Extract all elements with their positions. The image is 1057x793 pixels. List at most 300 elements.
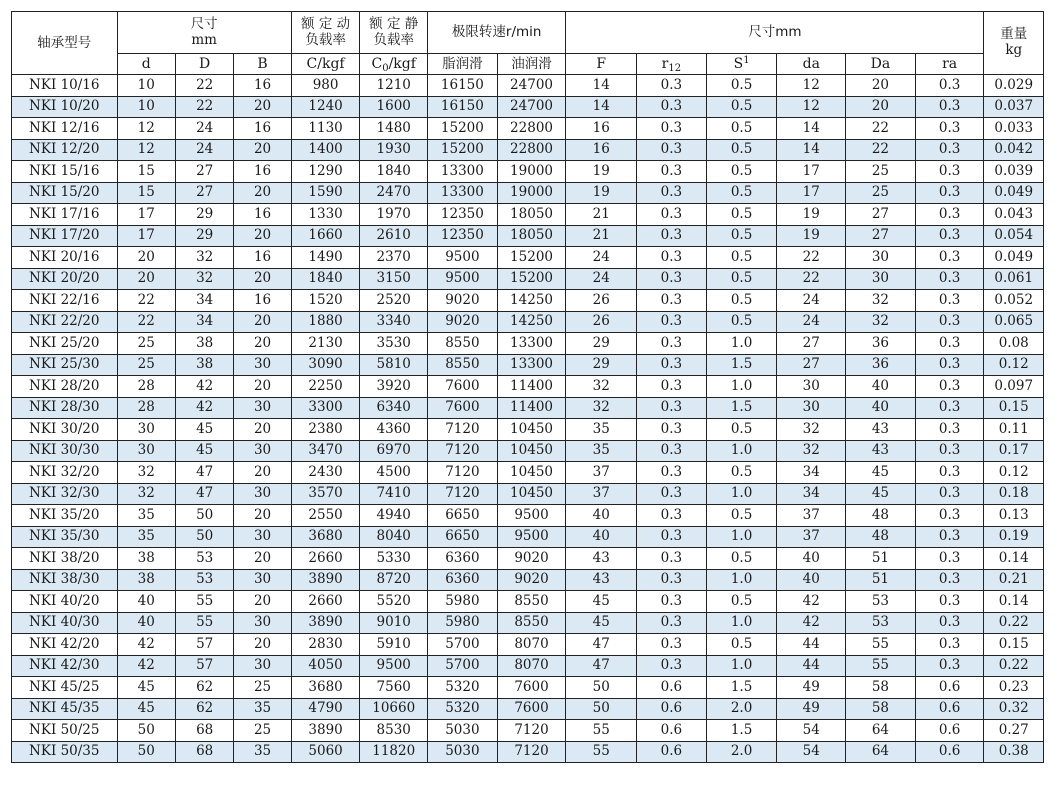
- cell-speed-grease: 9020: [428, 311, 498, 333]
- table-row: [12, 139, 1044, 161]
- table-row: [12, 655, 1044, 677]
- cell-s1: 1.0: [706, 612, 777, 634]
- cell-weight: 0.061: [984, 268, 1044, 290]
- cell-speed-oil: 19000: [497, 182, 566, 204]
- cell-s1: 0.5: [706, 182, 777, 204]
- cell-speed-grease: 5030: [428, 741, 498, 763]
- cell-ra: 0.6: [915, 677, 984, 699]
- cell-D: 29: [175, 225, 233, 247]
- cell-B: 16: [234, 75, 291, 97]
- cell-c-kgf: 2660: [291, 591, 360, 613]
- header-dynamic-load-line1: 额 定 动: [301, 15, 351, 32]
- cell-c-kgf: 1840: [291, 268, 360, 290]
- cell-c-kgf: 5060: [291, 741, 360, 763]
- cell-s1: 1.0: [706, 526, 777, 548]
- cell-B: 20: [234, 591, 291, 613]
- cell-D: 22: [175, 96, 233, 118]
- cell-d: 28: [117, 397, 175, 419]
- cell-r12: 0.3: [637, 655, 707, 677]
- table-row: [12, 569, 1044, 591]
- cell-B: 20: [234, 505, 291, 527]
- cell-speed-grease: 8550: [428, 333, 498, 355]
- cell-d: 35: [117, 526, 175, 548]
- cell-ra: 0.3: [915, 419, 984, 441]
- cell-weight: 0.21: [984, 569, 1044, 591]
- cell-model: NKI 17/16: [12, 204, 118, 226]
- cell-weight: 0.049: [984, 247, 1044, 269]
- cell-D: 62: [175, 677, 233, 699]
- cell-Da: 32: [846, 290, 916, 312]
- cell-Da: 22: [846, 118, 916, 140]
- cell-c0-kgf: 4360: [360, 419, 428, 441]
- cell-F: 21: [566, 225, 637, 247]
- cell-ra: 0.3: [915, 569, 984, 591]
- cell-Da: 20: [846, 96, 916, 118]
- cell-ra: 0.3: [915, 311, 984, 333]
- cell-speed-oil: 11400: [497, 376, 566, 398]
- cell-speed-grease: 13300: [428, 182, 498, 204]
- cell-c0-kgf: 1930: [360, 139, 428, 161]
- cell-D: 62: [175, 698, 233, 720]
- table-row: [12, 311, 1044, 333]
- cell-r12: 0.3: [637, 225, 707, 247]
- cell-c-kgf: 3090: [291, 354, 360, 376]
- cell-F: 16: [566, 118, 637, 140]
- cell-r12: 0.3: [637, 483, 707, 505]
- cell-ra: 0.3: [915, 483, 984, 505]
- cell-speed-grease: 15200: [428, 139, 498, 161]
- cell-speed-oil: 8550: [497, 612, 566, 634]
- cell-D: 47: [175, 462, 233, 484]
- cell-speed-oil: 7600: [497, 677, 566, 699]
- cell-s1: 0.5: [706, 161, 777, 183]
- table-row: [12, 698, 1044, 720]
- header-r-sub: 12: [668, 63, 682, 74]
- cell-F: 37: [566, 462, 637, 484]
- cell-r12: 0.3: [637, 397, 707, 419]
- cell-D: 57: [175, 634, 233, 656]
- cell-F: 43: [566, 548, 637, 570]
- cell-model: NKI 25/20: [12, 333, 118, 355]
- cell-da: 14: [777, 118, 846, 140]
- cell-c-kgf: 1400: [291, 139, 360, 161]
- table-row: [12, 290, 1044, 312]
- cell-speed-oil: 18050: [497, 225, 566, 247]
- cell-s1: 1.0: [706, 483, 777, 505]
- table-row: [12, 376, 1044, 398]
- header-size-group: [117, 12, 291, 54]
- cell-D: 68: [175, 720, 233, 742]
- cell-model: NKI 40/30: [12, 612, 118, 634]
- cell-d: 32: [117, 483, 175, 505]
- cell-ra: 0.3: [915, 75, 984, 97]
- cell-c0-kgf: 8530: [360, 720, 428, 742]
- cell-speed-oil: 24700: [497, 75, 566, 97]
- cell-Da: 40: [846, 397, 916, 419]
- cell-B: 30: [234, 569, 291, 591]
- cell-B: 30: [234, 526, 291, 548]
- cell-F: 45: [566, 612, 637, 634]
- cell-ra: 0.6: [915, 741, 984, 763]
- table-row: [12, 75, 1044, 97]
- cell-B: 25: [234, 677, 291, 699]
- cell-speed-oil: 9500: [497, 505, 566, 527]
- header-oil: 油润滑: [497, 54, 566, 75]
- cell-s1: 0.5: [706, 75, 777, 97]
- cell-model: NKI 50/35: [12, 741, 118, 763]
- cell-r12: 0.3: [637, 182, 707, 204]
- cell-speed-oil: 22800: [497, 118, 566, 140]
- cell-ra: 0.6: [915, 720, 984, 742]
- cell-da: 12: [777, 96, 846, 118]
- cell-model: NKI 10/20: [12, 96, 118, 118]
- cell-c0-kgf: 7410: [360, 483, 428, 505]
- cell-r12: 0.6: [637, 677, 707, 699]
- cell-B: 20: [234, 462, 291, 484]
- cell-r12: 0.3: [637, 591, 707, 613]
- cell-r12: 0.3: [637, 505, 707, 527]
- cell-Da: 48: [846, 526, 916, 548]
- cell-B: 20: [234, 268, 291, 290]
- cell-d: 20: [117, 268, 175, 290]
- cell-c0-kgf: 3920: [360, 376, 428, 398]
- cell-model: NKI 35/20: [12, 505, 118, 527]
- cell-s1: 0.5: [706, 591, 777, 613]
- cell-Da: 30: [846, 268, 916, 290]
- cell-c-kgf: 1330: [291, 204, 360, 226]
- cell-speed-grease: 8550: [428, 354, 498, 376]
- cell-s1: 0.5: [706, 247, 777, 269]
- cell-model: NKI 15/20: [12, 182, 118, 204]
- cell-Da: 43: [846, 440, 916, 462]
- cell-speed-grease: 6650: [428, 505, 498, 527]
- cell-model: NKI 38/30: [12, 569, 118, 591]
- table-row: [12, 591, 1044, 613]
- header-grease: 脂润滑: [428, 54, 498, 75]
- cell-weight: 0.054: [984, 225, 1044, 247]
- cell-ra: 0.3: [915, 634, 984, 656]
- cell-s1: 0.5: [706, 634, 777, 656]
- cell-c0-kgf: 2370: [360, 247, 428, 269]
- cell-d: 10: [117, 75, 175, 97]
- cell-speed-grease: 9500: [428, 268, 498, 290]
- cell-model: NKI 38/20: [12, 548, 118, 570]
- cell-Da: 55: [846, 655, 916, 677]
- header-s-main: S: [733, 56, 744, 72]
- cell-d: 42: [117, 634, 175, 656]
- cell-c-kgf: 1520: [291, 290, 360, 312]
- cell-s1: 0.5: [706, 462, 777, 484]
- cell-ra: 0.3: [915, 397, 984, 419]
- cell-d: 12: [117, 118, 175, 140]
- cell-ra: 0.3: [915, 290, 984, 312]
- cell-r12: 0.3: [637, 526, 707, 548]
- cell-s1: 1.0: [706, 655, 777, 677]
- header-da: da: [777, 54, 846, 75]
- cell-Da: 55: [846, 634, 916, 656]
- cell-B: 20: [234, 96, 291, 118]
- table-header: [12, 12, 1044, 75]
- cell-speed-grease: 7120: [428, 462, 498, 484]
- cell-B: 20: [234, 225, 291, 247]
- cell-F: 43: [566, 569, 637, 591]
- cell-speed-oil: 11400: [497, 397, 566, 419]
- cell-ra: 0.3: [915, 182, 984, 204]
- cell-F: 50: [566, 677, 637, 699]
- header-Da: Da: [846, 54, 916, 75]
- cell-B: 25: [234, 720, 291, 742]
- cell-ra: 0.3: [915, 591, 984, 613]
- cell-speed-oil: 15200: [497, 268, 566, 290]
- cell-B: 16: [234, 161, 291, 183]
- cell-model: NKI 30/20: [12, 419, 118, 441]
- cell-model: NKI 12/16: [12, 118, 118, 140]
- cell-s1: 0.5: [706, 548, 777, 570]
- cell-weight: 0.065: [984, 311, 1044, 333]
- cell-c-kgf: 1490: [291, 247, 360, 269]
- cell-c-kgf: 1590: [291, 182, 360, 204]
- cell-c-kgf: 3680: [291, 677, 360, 699]
- cell-s1: 1.0: [706, 569, 777, 591]
- cell-ra: 0.3: [915, 505, 984, 527]
- cell-da: 40: [777, 548, 846, 570]
- cell-D: 68: [175, 741, 233, 763]
- cell-F: 47: [566, 655, 637, 677]
- cell-s1: 1.0: [706, 440, 777, 462]
- cell-da: 34: [777, 462, 846, 484]
- cell-c-kgf: 1130: [291, 118, 360, 140]
- cell-da: 37: [777, 526, 846, 548]
- cell-s1: 1.5: [706, 720, 777, 742]
- cell-ra: 0.3: [915, 440, 984, 462]
- cell-weight: 0.042: [984, 139, 1044, 161]
- cell-B: 20: [234, 548, 291, 570]
- cell-d: 38: [117, 548, 175, 570]
- cell-Da: 58: [846, 698, 916, 720]
- table-row: [12, 161, 1044, 183]
- cell-ra: 0.3: [915, 118, 984, 140]
- cell-F: 32: [566, 376, 637, 398]
- header-s-sup: 1: [743, 55, 750, 66]
- header-d: d: [117, 54, 175, 75]
- cell-F: 50: [566, 698, 637, 720]
- cell-weight: 0.097: [984, 376, 1044, 398]
- table-row: [12, 397, 1044, 419]
- cell-D: 42: [175, 397, 233, 419]
- header-c-kgf: C/kgf: [291, 54, 360, 75]
- cell-d: 32: [117, 462, 175, 484]
- cell-B: 30: [234, 354, 291, 376]
- cell-s1: 2.0: [706, 698, 777, 720]
- cell-ra: 0.6: [915, 698, 984, 720]
- table-row: [12, 612, 1044, 634]
- cell-F: 26: [566, 311, 637, 333]
- cell-weight: 0.38: [984, 741, 1044, 763]
- header-size-unit: mm: [191, 31, 217, 48]
- cell-B: 20: [234, 139, 291, 161]
- cell-c-kgf: 4790: [291, 698, 360, 720]
- cell-d: 38: [117, 569, 175, 591]
- table-row: [12, 354, 1044, 376]
- cell-speed-grease: 5030: [428, 720, 498, 742]
- cell-speed-oil: 13300: [497, 333, 566, 355]
- table-row: [12, 440, 1044, 462]
- cell-D: 45: [175, 440, 233, 462]
- cell-s1: 0.5: [706, 268, 777, 290]
- cell-ra: 0.3: [915, 333, 984, 355]
- cell-B: 20: [234, 182, 291, 204]
- header-size-label: 尺寸: [190, 15, 218, 32]
- cell-c-kgf: 3300: [291, 397, 360, 419]
- cell-F: 45: [566, 591, 637, 613]
- cell-D: 50: [175, 526, 233, 548]
- header-F: F: [566, 54, 637, 75]
- cell-da: 42: [777, 591, 846, 613]
- cell-B: 30: [234, 440, 291, 462]
- cell-Da: 22: [846, 139, 916, 161]
- cell-speed-grease: 16150: [428, 96, 498, 118]
- cell-c0-kgf: 11820: [360, 741, 428, 763]
- cell-B: 35: [234, 698, 291, 720]
- table-row: [12, 96, 1044, 118]
- cell-B: 16: [234, 247, 291, 269]
- cell-c0-kgf: 4500: [360, 462, 428, 484]
- bearing-spec-table-container: [11, 11, 1044, 763]
- cell-D: 27: [175, 182, 233, 204]
- cell-r12: 0.6: [637, 720, 707, 742]
- cell-weight: 0.12: [984, 354, 1044, 376]
- cell-B: 30: [234, 612, 291, 634]
- cell-c-kgf: 1880: [291, 311, 360, 333]
- cell-speed-grease: 13300: [428, 161, 498, 183]
- cell-D: 38: [175, 333, 233, 355]
- cell-c0-kgf: 5810: [360, 354, 428, 376]
- cell-da: 27: [777, 354, 846, 376]
- cell-model: NKI 17/20: [12, 225, 118, 247]
- cell-speed-oil: 8070: [497, 634, 566, 656]
- cell-s1: 0.5: [706, 290, 777, 312]
- cell-D: 53: [175, 569, 233, 591]
- cell-r12: 0.3: [637, 634, 707, 656]
- cell-D: 34: [175, 311, 233, 333]
- cell-r12: 0.3: [637, 139, 707, 161]
- cell-F: 19: [566, 161, 637, 183]
- cell-speed-grease: 9020: [428, 290, 498, 312]
- cell-c0-kgf: 1970: [360, 204, 428, 226]
- cell-Da: 51: [846, 569, 916, 591]
- cell-F: 26: [566, 290, 637, 312]
- cell-s1: 0.5: [706, 419, 777, 441]
- cell-da: 49: [777, 698, 846, 720]
- cell-model: NKI 28/20: [12, 376, 118, 398]
- cell-speed-grease: 15200: [428, 118, 498, 140]
- header-dynamic-load: [291, 12, 360, 54]
- cell-s1: 1.0: [706, 376, 777, 398]
- table-row: [12, 268, 1044, 290]
- cell-model: NKI 50/25: [12, 720, 118, 742]
- cell-c0-kgf: 5910: [360, 634, 428, 656]
- cell-d: 17: [117, 204, 175, 226]
- cell-Da: 58: [846, 677, 916, 699]
- cell-d: 30: [117, 419, 175, 441]
- cell-D: 24: [175, 139, 233, 161]
- cell-model: NKI 42/30: [12, 655, 118, 677]
- cell-speed-oil: 15200: [497, 247, 566, 269]
- cell-ra: 0.3: [915, 96, 984, 118]
- cell-c-kgf: 1240: [291, 96, 360, 118]
- cell-s1: 0.5: [706, 225, 777, 247]
- cell-d: 45: [117, 677, 175, 699]
- cell-da: 19: [777, 225, 846, 247]
- cell-da: 24: [777, 311, 846, 333]
- header-model: 轴承型号: [12, 12, 118, 75]
- cell-D: 55: [175, 591, 233, 613]
- cell-d: 22: [117, 290, 175, 312]
- cell-da: 17: [777, 161, 846, 183]
- cell-speed-oil: 7120: [497, 720, 566, 742]
- cell-weight: 0.033: [984, 118, 1044, 140]
- cell-speed-oil: 9020: [497, 569, 566, 591]
- cell-c-kgf: 2660: [291, 548, 360, 570]
- cell-c-kgf: 3890: [291, 720, 360, 742]
- cell-r12: 0.6: [637, 741, 707, 763]
- cell-c0-kgf: 3340: [360, 311, 428, 333]
- cell-d: 12: [117, 139, 175, 161]
- cell-da: 22: [777, 268, 846, 290]
- cell-ra: 0.3: [915, 354, 984, 376]
- cell-c0-kgf: 7560: [360, 677, 428, 699]
- cell-c0-kgf: 5330: [360, 548, 428, 570]
- header-static-load: [360, 12, 428, 54]
- cell-c-kgf: 3890: [291, 569, 360, 591]
- cell-speed-grease: 6650: [428, 526, 498, 548]
- cell-weight: 0.19: [984, 526, 1044, 548]
- header-ra: ra: [915, 54, 984, 75]
- cell-da: 40: [777, 569, 846, 591]
- cell-B: 30: [234, 483, 291, 505]
- cell-da: 12: [777, 75, 846, 97]
- cell-speed-grease: 7120: [428, 419, 498, 441]
- cell-F: 35: [566, 419, 637, 441]
- cell-speed-grease: 16150: [428, 75, 498, 97]
- cell-Da: 45: [846, 462, 916, 484]
- cell-D: 34: [175, 290, 233, 312]
- cell-speed-oil: 10450: [497, 483, 566, 505]
- cell-speed-oil: 8550: [497, 591, 566, 613]
- cell-d: 50: [117, 741, 175, 763]
- cell-da: 32: [777, 419, 846, 441]
- cell-c0-kgf: 6970: [360, 440, 428, 462]
- header-weight-line2: kg: [1005, 42, 1023, 58]
- table-row: [12, 462, 1044, 484]
- cell-Da: 20: [846, 75, 916, 97]
- cell-model: NKI 30/30: [12, 440, 118, 462]
- cell-da: 14: [777, 139, 846, 161]
- cell-model: NKI 32/30: [12, 483, 118, 505]
- cell-speed-grease: 5700: [428, 634, 498, 656]
- cell-d: 22: [117, 311, 175, 333]
- cell-d: 45: [117, 698, 175, 720]
- cell-Da: 40: [846, 376, 916, 398]
- cell-Da: 36: [846, 333, 916, 355]
- cell-r12: 0.3: [637, 569, 707, 591]
- table-row: [12, 333, 1044, 355]
- cell-Da: 30: [846, 247, 916, 269]
- header-r-main: r: [661, 56, 669, 72]
- cell-D: 22: [175, 75, 233, 97]
- cell-B: 20: [234, 333, 291, 355]
- cell-s1: 0.5: [706, 505, 777, 527]
